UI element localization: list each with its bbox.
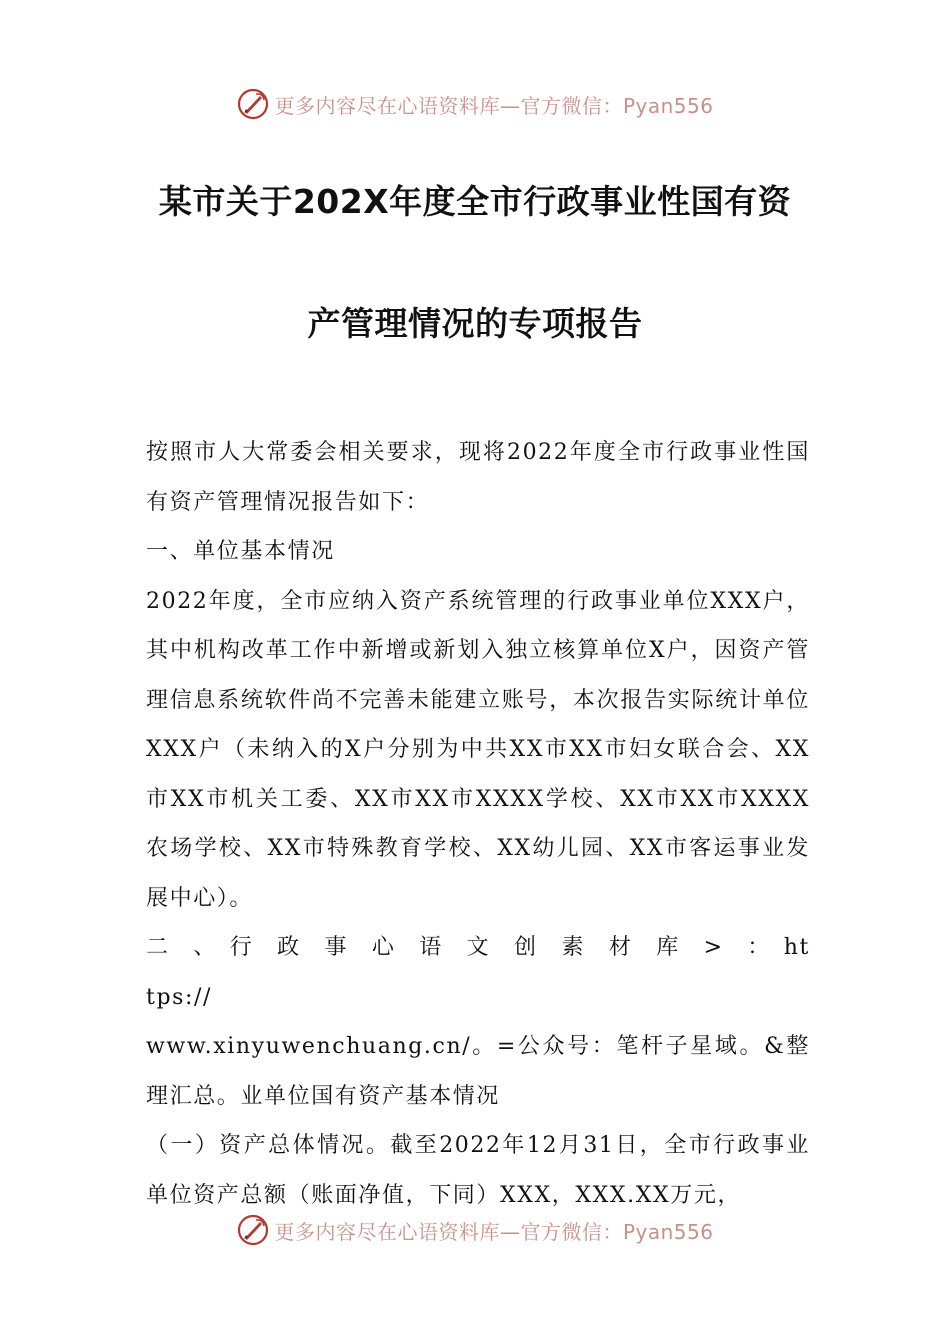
subsection-1-paragraph: （一）资产总体情况。截至2022年12月31日，全市行政事业单位资产总额（账面净值，下同）XXX，XXX.XX万元，	[146, 1133, 810, 1208]
watermark-banner-top	[0, 84, 950, 124]
quill-pen-seal-icon	[236, 1213, 270, 1247]
section-1-paragraph: 2022年度，全市应纳入资产系统管理的行政事业单位XXX户，其中机构改革工作中新增或新划入独立核算单位X户，因资产管理信息系统软件尚不完善未能建立账号，本次报告实际统计单位XXX户（未纳入的X户分别为中共XX市XX市妇女联合会、XX市XX市机关工委、XX市XX市XXXX学校、XX市XX市XXXX农场学校、XX市特殊教育学校、XX幼儿园、XX市客运事业发展中心）。	[146, 588, 810, 911]
watermark-banner-bottom	[0, 1210, 950, 1250]
watermark-text: 更多内容尽在心语资料库—官方微信：Pyan556	[274, 1219, 714, 1244]
section-heading-2-continuation: www.xinyuwenchuang.cn/。=公众号：笔杆子星域。&整理汇总。业单位国有资产基本情况	[146, 1034, 810, 1109]
watermark-text: 更多内容尽在心语资料库—官方微信：Pyan556	[274, 93, 714, 118]
intro-paragraph: 按照市人大常委会相关要求，现将2022年度全市行政事业性国有资产管理情况报告如下：	[146, 440, 810, 515]
document-body	[146, 428, 810, 1220]
document-title-line-2: 产管理情况的专项报告	[307, 304, 643, 343]
section-heading-2-line: 二 、 行 政 事 心 语 文 创 素 材 库 > ： https://	[146, 935, 810, 1010]
quill-pen-seal-icon	[236, 87, 270, 121]
document-title-line-1: 某市关于202X年度全市行政事业性国有资	[158, 182, 792, 221]
section-heading-1: 一、单位基本情况	[146, 539, 335, 564]
